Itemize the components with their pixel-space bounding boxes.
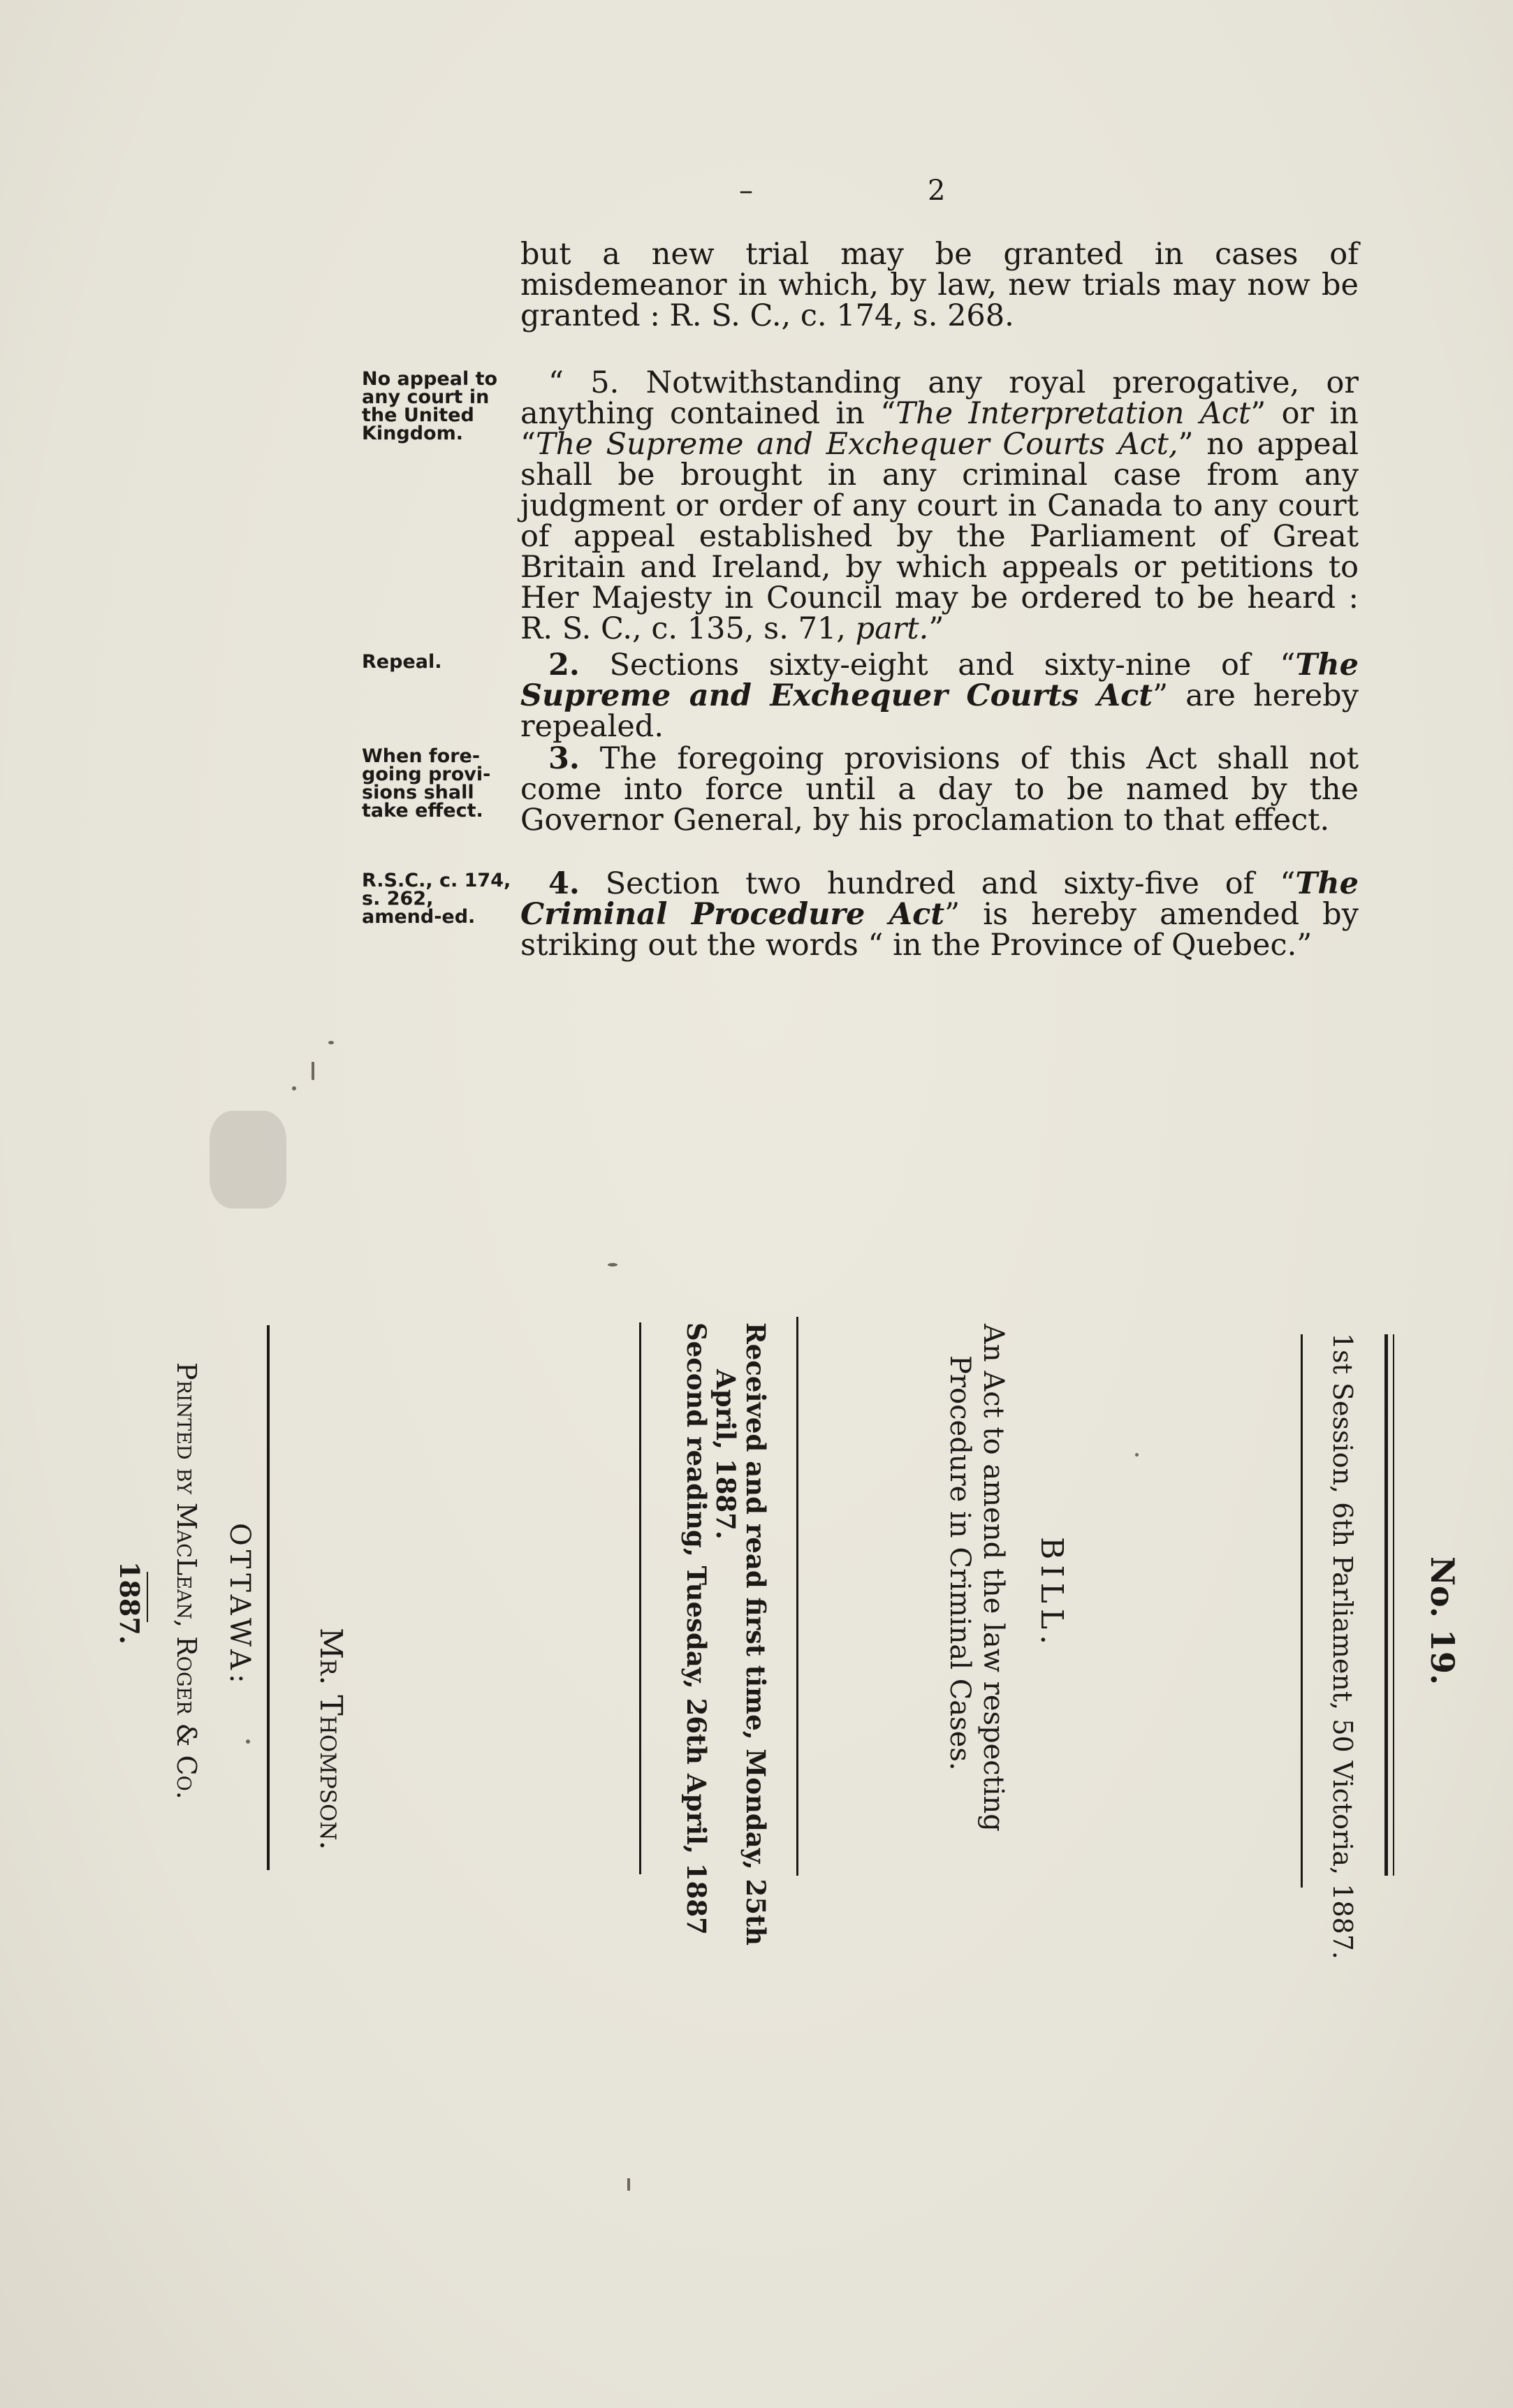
bill-heading: BILL.: [1034, 1537, 1069, 1651]
smudge: [210, 1111, 286, 1209]
para-section-3: [520, 741, 1359, 838]
sec5-text-b: ” or in “: [520, 396, 1359, 462]
ink-speck: [1135, 1453, 1139, 1457]
sec4-text-a: Section two hundred and sixty-five of “: [605, 866, 1296, 901]
reading-line-2: April, 1887.: [710, 1369, 741, 1540]
rule-double-outer: [1384, 1334, 1388, 1876]
reading-line-1: Received and read first time, Monday, 25th: [740, 1322, 771, 1946]
reading-line-3: Second reading, Tuesday, 26th April, 1887: [681, 1322, 712, 1935]
rule-after-session: [1301, 1334, 1303, 1888]
bill-title-line-1: An Act to amend the law respecting: [977, 1324, 1009, 1832]
sec5-italic-a: The Interpretation Act: [896, 396, 1251, 431]
sec4-number: 4.: [548, 866, 580, 901]
sec3-text: The foregoing provisions of this Act shall not come into force until a day to be named by the Governor General, by his proclamation to that effect.: [520, 741, 1359, 838]
rule-after-title: [796, 1317, 798, 1876]
bill-number: No. 19.: [1424, 1556, 1461, 1685]
place-ottawa: OTTAWA:: [224, 1523, 256, 1688]
side-note-rsc: R.S.C., c. 174, s. 262, amend-ed.: [362, 870, 511, 928]
sec2-italic: The Supreme and Exchequer Courts Act: [520, 648, 1359, 713]
print-year: 1887.: [114, 1561, 145, 1644]
sec2-text-a: Sections sixty-eight and sixty-nine of “: [609, 648, 1296, 683]
para-continuation: [520, 239, 1359, 331]
rule-after-readings: [639, 1322, 641, 1874]
sec4-text-b: ” is hereby amended by striking out the words “ in the Province of Quebec.”: [520, 897, 1359, 963]
para-section-5: [520, 367, 1359, 644]
ink-speck: [608, 1263, 617, 1267]
sec5-close: ”: [928, 611, 944, 646]
rule-after-member: [267, 1325, 270, 1870]
sec5-text-c: ” no appeal shall be brought in any criminal case from any judgment or order of any court in Canada to any court of appeal established by the Parliament of Great Britain and Ireland, by which appeals or petitions to Her Majesty in Council may be ordered to be heard : R. S. C., c. 135, s. 71,: [520, 427, 1359, 646]
para-section-2: [520, 650, 1359, 742]
sec5-italic-c: part.: [855, 611, 929, 646]
member-name: Mr. Thompson.: [313, 1628, 349, 1851]
ink-speck: [328, 1041, 334, 1044]
side-note-repeal: Repeal.: [362, 651, 442, 673]
ink-speck: [246, 1739, 250, 1744]
sec5-text-a: “ 5. Notwithstanding any royal prerogative, or anything contained in “: [520, 365, 1359, 431]
para-section-4: [520, 868, 1359, 961]
ink-speck: [627, 2178, 630, 2191]
sec3-number: 3.: [548, 741, 580, 776]
sec2-number: 2.: [548, 648, 580, 683]
rule-year: [147, 1572, 148, 1622]
session-line: 1st Session, 6th Parliament, 50 Victoria, 1887.: [1327, 1333, 1358, 1960]
side-note-when-force: When fore-going provi-sions shall take effect.: [362, 745, 491, 822]
ink-speck: [312, 1062, 314, 1080]
page-number: 2: [928, 175, 946, 207]
rule-double-inner: [1393, 1334, 1394, 1876]
sec5-italic-b: The Supreme and Exchequer Courts Act,: [535, 427, 1178, 462]
printer-line: Printed by MacLean, Roger & Co.: [171, 1362, 202, 1800]
side-note-no-appeal: No appeal to any court in the United Kingdom.: [362, 368, 498, 444]
sec2-text-b: ” are hereby repealed.: [520, 678, 1359, 744]
para-continuation-text: but a new trial may be granted in cases of misdemeanor in which, by law, new trials may now be granted : R. S. C., c. 174, s. 268.: [520, 237, 1359, 333]
header-dash: –: [739, 175, 753, 207]
sec4-italic: The Criminal Procedure Act: [520, 866, 1359, 932]
ink-speck: [292, 1086, 296, 1090]
bill-title-line-2: Procedure in Criminal Cases.: [944, 1355, 976, 1771]
